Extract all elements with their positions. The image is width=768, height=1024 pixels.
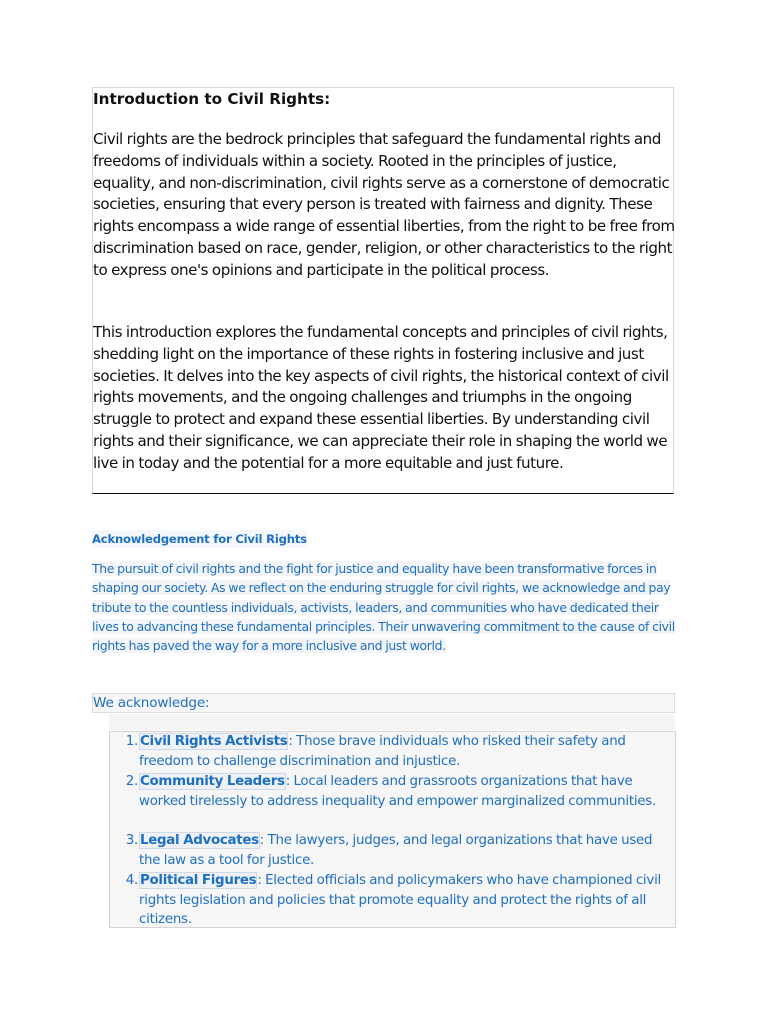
list-item-term[interactable]: Legal Advocates [140,833,259,848]
list-item-description: : Elected officials and policymakers who have championed civil rights legislation and policies that promote equality and protect the rights of all citizens. [139,873,662,928]
list-item-body [139,831,675,870]
list-item-description: : The lawyers, judges, and legal organizations that have used the law as a tool for justice. [139,833,653,868]
list-item-body [139,732,675,771]
list-item-term[interactable]: Community Leaders [140,774,285,789]
list-item-body [139,772,675,811]
acknowledgement-title: Acknowledgement for Civil Rights [92,532,307,546]
acknowledgement-list [109,731,676,928]
list-item-description: : Local leaders and grassroots organizations that have worked tirelessly to address inequality and empower marginalized communities. [139,774,657,809]
list-spacer-strip [109,714,675,730]
list-item-number: 2. [125,774,138,789]
acknowledgement-paragraph [92,559,682,655]
acknowledgement-paragraph-text: The pursuit of civil rights and the fight for justice and equality have been transformative forces in shaping our society. As we reflect on the enduring struggle for civil rights, we acknowledge and pay tribute to the countless individuals, activists, leaders, and communities who have dedicated their lives to advancing these fundamental principles. Their unwavering commitment to the cause of civil rights has paved the way for a more inclusive and just world. [92,561,675,654]
list-item-term[interactable]: Political Figures [140,873,257,888]
we-acknowledge-label: We acknowledge: [93,695,210,711]
list-item-number: 4. [125,873,138,888]
we-acknowledge-box [92,693,675,713]
list-item-body [139,871,675,930]
introduction-section [92,87,674,494]
introduction-title: Introduction to Civil Rights: [93,90,331,108]
list-item-number: 3. [125,833,138,848]
list-item-number: 1. [125,734,138,749]
introduction-paragraph-2: This introduction explores the fundamental concepts and principles of civil rights, shedding light on the importance of these rights in fostering inclusive and just societies. It delves into the key aspects of civil rights, the historical context of civil rights movements, and the ongoing challenges and triumphs in the ongoing struggle to protect and expand these essential liberties. By understanding civil rights and their significance, we can appreciate their role in shaping the world we live in today and the potential for a more equitable and just future. [93,323,669,472]
introduction-paragraph-1: Civil rights are the bedrock principles that safeguard the fundamental rights and freedoms of individuals within a society. Rooted in the principles of justice, equality, and non-discrimination, civil rights serve as a cornerstone of democratic societies, ensuring that every person is treated with fairness and dignity. These rights encompass a wide range of essential liberties, from the right to be free from discrimination based on race, gender, religion, or other characteristics to the right to express one's opinions and participate in the political process. [93,130,675,279]
list-item-term[interactable]: Civil Rights Activists [140,734,288,749]
list-item-description: : Those brave individuals who risked their safety and freedom to challenge discrimination and injustice. [139,734,626,769]
